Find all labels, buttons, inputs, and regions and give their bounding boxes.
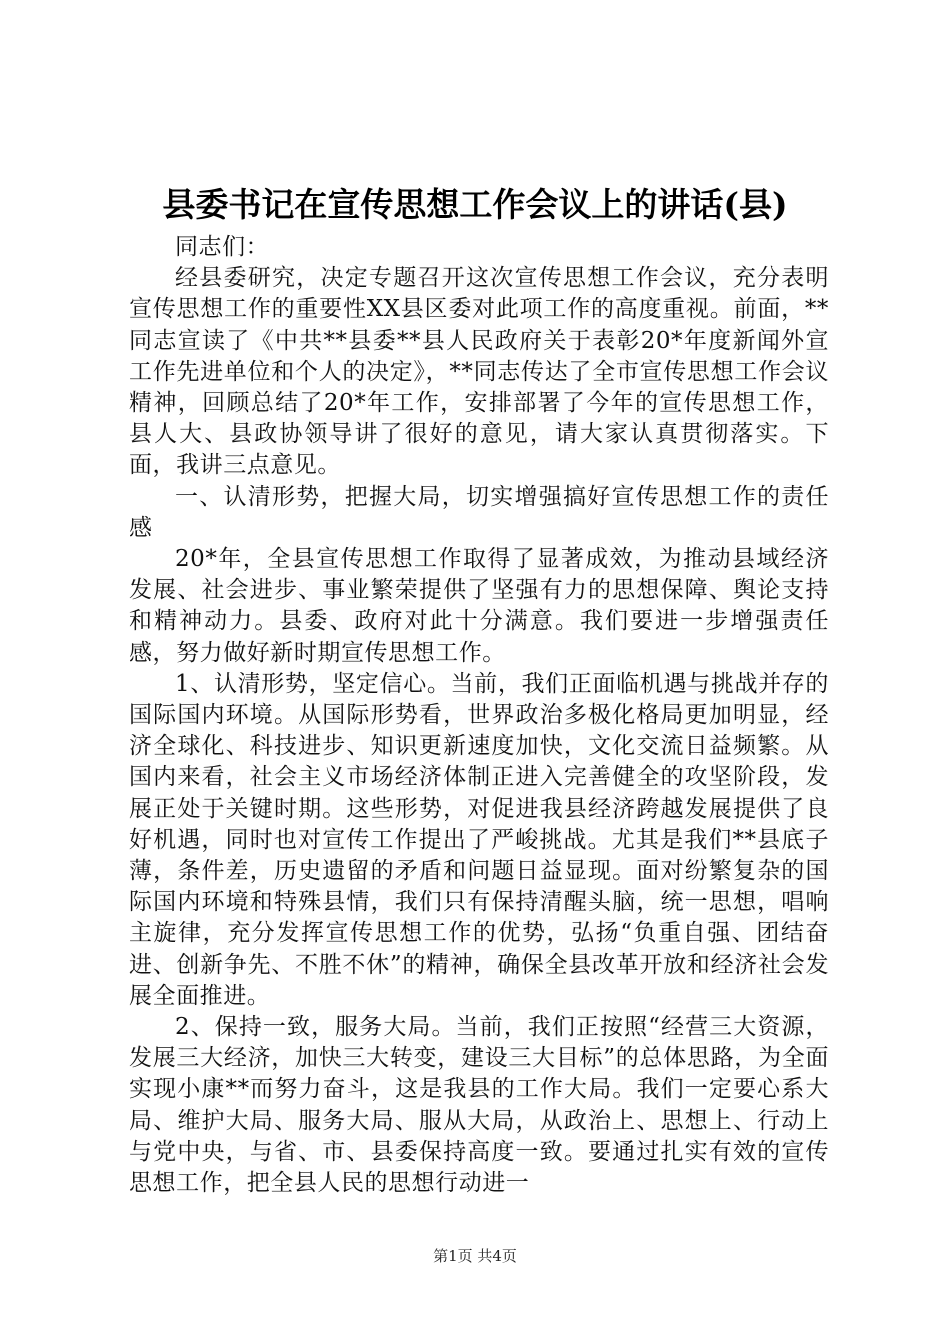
document-body — [129, 232, 829, 1199]
paragraph-summary: 20*年，全县宣传思想工作取得了显著成效，为推动县域经济发展、社会进步、事业繁荣提供了坚强有力的思想保障、舆论支持和精神动力。县委、政府对此十分满意。我们要进一步增强责任感，努力做好新时期宣传思想工作。 — [129, 546, 829, 666]
salutation: 同志们： — [175, 234, 270, 260]
section-heading-1: 一、认清形势，把握大局，切实增强搞好宣传思想工作的责任感 — [129, 483, 829, 541]
paragraph-point-2: 2、保持一致，服务大局。当前，我们正按照“经营三大资源，发展三大经济，加快三大转变，建设三大目标”的总体思路，为全面实现小康**而努力奋斗，这是我县的工作大局。我们一定要心系大局、维护大局、服务大局、服从大局，从政治上、思想上、行动上与党中央，与省、市、县委保持高度一致。要通过扎实有效的宣传思想工作，把全县人民的思想行动进一 — [129, 1014, 829, 1197]
page-number-footer: 第1页 共4页 — [433, 1247, 517, 1265]
paragraph-intro: 经县委研究，决定专题召开这次宣传思想工作会议，充分表明宣传思想工作的重要性XX县区委对此项工作的高度重视。前面，**同志宣读了《中共**县委**县人民政府关于表彰20*年度新闻外宣工作先进单位和个人的决定》，**同志传达了全市宣传思想工作会议精神，回顾总结了20*年工作，安排部署了今年的宣传思想工作，县人大、县政协领导讲了很好的意见，请大家认真贯彻落实。下面，我讲三点意见。 — [129, 265, 829, 479]
paragraph-point-1: 1、认清形势，坚定信心。当前，我们正面临机遇与挑战并存的国际国内环境。从国际形势看，世界政治多极化格局更加明显，经济全球化、科技进步、知识更新速度加快，文化交流日益频繁。从国内来看，社会主义市场经济体制正进入完善健全的攻坚阶段，发展正处于关键时期。这些形势，对促进我县经济跨越发展提供了良好机遇，同时也对宣传工作提出了严峻挑战。尤其是我们**县底子薄，条件差，历史遗留的矛盾和问题日益显现。面对纷繁复杂的国际国内环境和特殊县情，我们只有保持清醒头脑，统一思想，唱响主旋律，充分发挥宣传思想工作的优势，弘扬“负重自强、团结奋进、创新争先、不胜不休”的精神，确保全县改革开放和经济社会发展全面推进。 — [129, 670, 829, 1009]
document-title: 县委书记在宣传思想工作会议上的讲话(县) — [162, 185, 788, 224]
